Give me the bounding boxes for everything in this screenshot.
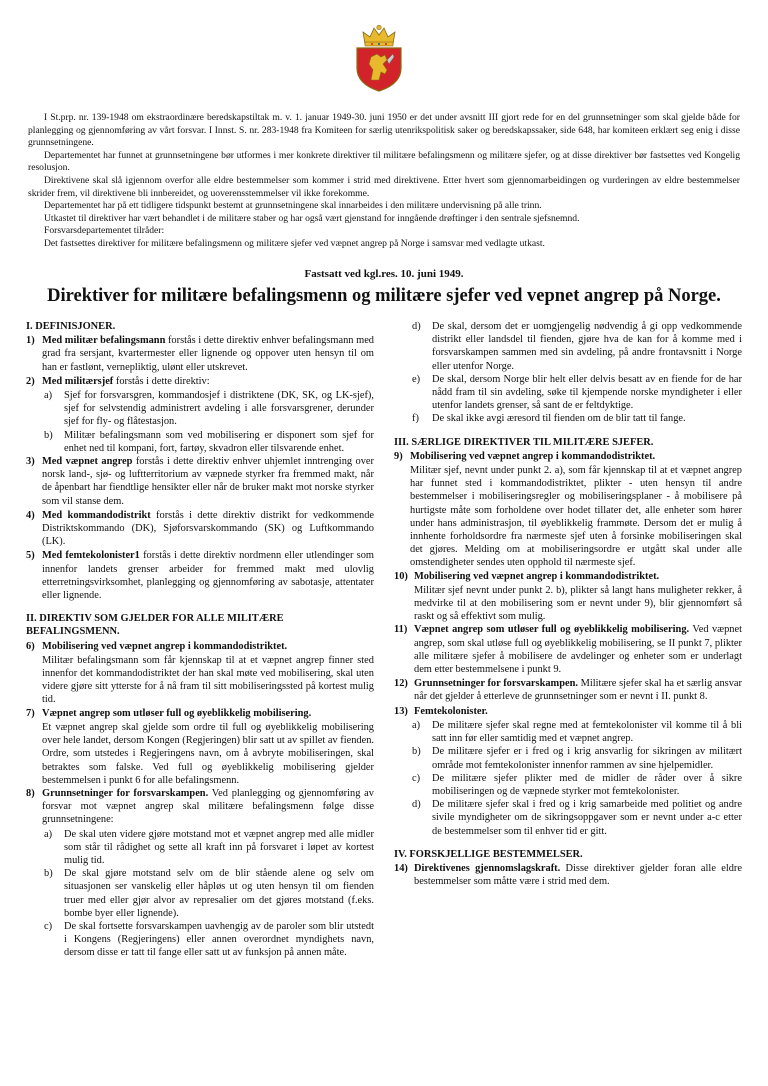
article-2: [26, 375, 374, 388]
sub-text: De skal uten videre gjøre motstand mot et væpnet angrep med alle midler som står til rådighet og sette all kraft inn på forsvaret i løpet av kortest mulig tid.: [64, 828, 374, 866]
article-number: 7): [26, 707, 35, 719]
article-text: Et væpnet angrep skal gjelde som ordre til full og øyeblikkelig mobilisering over hele landet, dersom Kongen (Regjeringen) blir satt ut av spillet av fienden. Ordre, som utstedes i Regjeringens navn, om å avbryte mobiliseringen, skal betraktes som falske. Ved full og øyeblikkelig mobilisering gjelder bestemmelsen i punkt 6 for alle befalingsmenn.: [42, 721, 374, 786]
article-14: [394, 862, 742, 888]
sub-item: [394, 412, 742, 425]
sub-letter: b): [412, 746, 421, 758]
sub-letter: c): [412, 772, 421, 784]
article-7: [26, 707, 374, 720]
article-lead: Mobilisering ved væpnet angrep i kommandodistriktet.: [42, 640, 288, 652]
sub-text: De skal ikke avgi æresord til fienden om de blir tatt til fange.: [432, 413, 686, 425]
article-lead: Grunnsetninger for forsvarskampen.: [42, 787, 209, 799]
intro-paragraph: I St.prp. nr. 139-1948 om ekstraordinære beredskapstiltak m. v. 1. januar 1949-30. juni 1950 er det under avsnitt III gjort rede for en del grunnsetninger som skal gjelde både for planlegging og gjennomføring av vårt forsvar. I Innst. S. nr. 283-1948 fra Komiteen for særlig utenrikspolitisk saker og beredskapssaker, side 648, har komiteen erklært seg enig i disse grunnsetningene.: [28, 112, 740, 149]
article-number: 13): [394, 705, 408, 717]
sub-item: [394, 719, 742, 745]
sub-item: [26, 828, 374, 868]
article-number: 6): [26, 640, 35, 652]
sub-item: [394, 320, 742, 373]
sub-text: Sjef for forsvarsgren, kommandosjef i distriktene (DK, SK, og LK-sjef), sjef for selvstendig administrert avdeling i alle forsvarsgrener, derunder sjef for fly- og flåtestasjon.: [64, 390, 374, 428]
sub-item: [394, 373, 742, 413]
article-10: [394, 570, 742, 583]
sub-letter: a): [44, 828, 53, 840]
sub-letter: b): [44, 429, 53, 441]
sub-text: De militære sjefer skal i fred og i krig samarbeide med politiet og andre sivile myndigheter om de sikringsoppgaver som er nevnt under a-c etter de bestemmelser som til enhver tid er gitt.: [432, 799, 742, 837]
intro-text: [28, 112, 740, 251]
article-lead: Mobilisering ved væpnet angrep i kommandodistriktet.: [414, 570, 660, 582]
sub-text: De skal, dersom Norge blir helt eller delvis besatt av en fiende for de har nådd fram til sin avdeling, søke til kjempende norske myndigheter i eller utenfor landets grenser, så sant de er feltdyktige.: [432, 373, 742, 412]
sub-letter: b): [44, 868, 53, 880]
article-1: [26, 334, 374, 374]
article-9: [394, 450, 742, 463]
article-lead: Med kommandodistrikt: [42, 509, 151, 521]
intro-paragraph: Det fastsettes direktiver for militære befalingsmenn og militære sjefer ved væpnet angrep på Norge i samsvar med vedlagte utkast.: [44, 237, 545, 249]
article-number: 10): [394, 570, 408, 582]
article-8: [26, 787, 374, 827]
article-number: 8): [26, 787, 35, 799]
sub-item: [26, 867, 374, 920]
article-12: [394, 677, 742, 703]
sub-letter: c): [44, 920, 53, 932]
article-lead: Med femtekolonister1: [42, 550, 140, 562]
article-lead: Mobilisering ved væpnet angrep i kommandodistriktet.: [410, 450, 656, 462]
sub-letter: e): [412, 373, 421, 385]
document-title: Direktiver for militære befalingsmenn og militære sjefer ved vepnet angrep på Norge.: [47, 286, 721, 306]
sub-letter: d): [412, 321, 421, 332]
intro-paragraph: Utkastet til direktiver har vært behandlet i de militære staber og har også vært gjenstand for inngående drøftinger i den sentrale sjefsnemnd.: [44, 212, 580, 224]
sub-letter: a): [412, 719, 421, 731]
sub-text: De skal gjøre motstand selv om de blir stående alene og selv om situasjonen ser vanskelig eller håpløs ut og uten hensyn til om fienden truer med eller gjør alvor av represalier om det gjøres motstand (f.eks. bombe byer eller lignende).: [64, 868, 374, 919]
sub-text: De militære sjefer skal regne med at femtekolonister vil komme til å bli satt inn før eller samtidig med et væpnet angrep.: [432, 719, 742, 745]
article-text: forstås i dette direktiv enhver uhjemlet inntrenging over norsk land-, sjø- og luftterritorium av væpnede styrker fra fremmed makt, når de åpenbart har fiendtlige hensikter eller når de bruker makt mot norske styrker som vil stanse dem.: [42, 456, 374, 507]
article-4: [26, 509, 374, 549]
section-heading: IV. FORSKJELLIGE BESTEMMELSER.: [394, 848, 583, 860]
article-lead: Femtekolonister.: [414, 705, 488, 717]
section-heading: II. DIREKTIV SOM GJELDER FOR ALLE MILITÆRE BEFALINGSMENN.: [26, 613, 284, 638]
article-number: 11): [394, 624, 408, 636]
article-lead: Med væpnet angrep: [42, 456, 133, 468]
sub-text: De militære sjefer plikter med de midler de råder over å sikre mobiliseringen og de væpnede styrker mot femtekolonister.: [432, 772, 742, 797]
article-text: forstås i dette direktiv enhver befalingsmann med grad fra sersjant, kvartermester eller lignende og oppover uten hensyn til om han er fastlønt, vernepliktig, ulønt eller utskrevet.: [42, 335, 374, 373]
article-text: Militære sjefer skal ha et særlig ansvar når det gjelder å etterleve de grunnsetninger som er nevnt i II. punkt 8.: [414, 678, 742, 703]
intro-paragraph: Direktivene skal slå igjennom overfor alle eldre bestemmelser som kommer i strid med direktivene. Etter hvert som gjennomarbeidingen og vurderingen av eldre bestemmelser skrider frem, vil direktivene bli innbereidet, og uoverensstemmelser vil ikke forekomme.: [28, 174, 740, 199]
article-lead: Direktivenes gjennomslagskraft.: [414, 862, 561, 874]
sub-letter: d): [412, 799, 421, 811]
sub-item: [394, 798, 742, 838]
sub-item: [26, 389, 374, 429]
article-text: forstås i dette direktiv distrikt for vedkommende Distriktskommando (DK), Sjøforsvarskommando (SK) og Luftkommando (LK).: [42, 509, 375, 548]
article-6: [26, 640, 374, 653]
left-column: [26, 320, 374, 960]
sub-item: [26, 429, 374, 455]
article-lead: Væpnet angrep som utløser full og øyeblikkelig mobilisering.: [414, 624, 690, 636]
article-text: Ved planlegging og gjennomføring av forsvar mot væpnet angrep skal militære befalingsmenn følge disse grunnsetningene:: [42, 787, 374, 826]
coat-of-arms-icon: [351, 24, 407, 92]
article-text: forstås i dette direktiv:: [113, 375, 210, 387]
section-heading: III. SÆRLIGE DIREKTIVER TIL MILITÆRE SJEFER.: [394, 436, 654, 448]
article-number: 5): [26, 550, 35, 562]
article-lead: Med militær befalingsmann: [42, 335, 166, 347]
intro-paragraph: Departementet har på ett tidligere tidspunkt bestemt at grunnsetningene skal innarbeides i den militære undervisning på alle trinn.: [44, 200, 542, 212]
sub-letter: f): [412, 413, 419, 425]
intro-paragraph: Departementet har funnet at grunnsetningene bør utformes i mer konkrete direktiver til militære befalingsmenn og militære sjefer, og at disse direktiver bør fastsettes ved Kongelig resolusjon.: [28, 149, 740, 174]
sub-item: [394, 772, 742, 798]
article-text: Militær sjef nevnt under punkt 2. b), plikter så langt hans muligheter rekker, å medvirke til at den mobilisering som er nevnt under 9), blir gjennomført så raskt og så effektivt som mulig.: [414, 584, 742, 623]
sub-letter: a): [44, 390, 53, 402]
article-number: 14): [394, 862, 408, 874]
sub-text: Militær befalingsmann som ved mobilisering er disponert som sjef for enhet ned til kompani, fort, fartøy, skvadron eller tilsvarende enhet.: [64, 429, 374, 454]
article-number: 3): [26, 456, 35, 468]
enactment-line: Fastsatt ved kgl.res. 10. juni 1949.: [304, 268, 464, 280]
sub-text: De militære sjefer er i fred og i krig ansvarlig for sikringen av militært område mot femtekolonister innenfor rammen av sine hjelpemidler.: [432, 746, 742, 771]
sub-item: [394, 745, 742, 771]
article-number: 1): [26, 335, 35, 347]
article-text: Ved væpnet angrep, som skal utløse full og øyeblikkelig mobilisering, se II punkt 7, plikter alle militære sjefer å mobilisere de avdelinger og enheter som er underlagt dem etter bestemmelsene i punkt 9.: [414, 624, 742, 676]
sub-text: De skal fortsette forsvarskampen uavhengig av de paroler som blir utstedt i Kongens (Regjeringens) eller annen overordnet myndighets navn, dersom disse er tatt til fange eller satt ut av funksjon på annen måte.: [64, 920, 374, 959]
article-number: 4): [26, 509, 35, 521]
intro-paragraph: Forsvarsdepartementet tilråder:: [44, 225, 165, 237]
article-number: 9): [394, 450, 403, 462]
article-text: Militær sjef, nevnt under punkt 2. a), som får kjennskap til at et væpnet angrep har funnet sted i kommandodistriktet, plikter - uten hensyn til andre bestemmelser i mobiliseringsregler og mobiliseringsplaner - å mobilisere på hurtigste måte som forholdene over hodet tillater det, alle enheter som hører under hans administrasjon, til øyeblikkelig frammøte. Dersom det er mulig å innhente forholdsordre fra nærmeste sjef uten å forsinke mobiliseringen skal det gjøres. Melding om at mobiliseringsordre er utgått skal under alle omstendigheter sendes uten opphold til nærmeste sjef.: [410, 465, 742, 569]
right-column: [394, 320, 742, 889]
article-text: forstås i dette direktiv nordmenn eller utlendinger som innenfor landets grenser arbeider for fremmed makt med ulovlig etterretningsvirksomhet, planlegging og gjennomføring av sabotasje, attentater eller lignende.: [42, 550, 374, 602]
article-3: [26, 455, 374, 508]
article-text: Disse direktiver gjelder foran alle eldre bestemmelser som måtte være i strid med dem.: [414, 862, 742, 888]
article-lead: Med militærsjef: [42, 375, 114, 387]
article-lead: Væpnet angrep som utløser full og øyeblikkelig mobilisering.: [42, 707, 312, 719]
article-number: 12): [394, 678, 408, 690]
section-heading: I. DEFINISJONER.: [26, 321, 116, 332]
article-number: 2): [26, 375, 35, 387]
article-11: [394, 623, 742, 676]
article-13: [394, 705, 742, 718]
article-5: [26, 549, 374, 602]
sub-text: De skal, dersom det er uomgjengelig nødvendig å gi opp vedkommende distrikt eller landsdel til fienden, gjøre hva de kan for å komme med i forsvarskampen sammen med sin avdeling, på andre frontavsnitt i Norge eller utenfor Norge.: [432, 321, 742, 372]
sub-item: [26, 920, 374, 960]
article-lead: Grunnsetninger for forsvarskampen.: [414, 678, 578, 690]
article-text: Militær befalingsmann som får kjennskap til at et væpnet angrep finner sted innenfor det kommandodistriktet der han skal møte ved mobilisering, skal uten videre gjøre sitt ytterste for å nå fram til sitt mobiliseringssted på kortest mulig tid.: [42, 654, 374, 706]
